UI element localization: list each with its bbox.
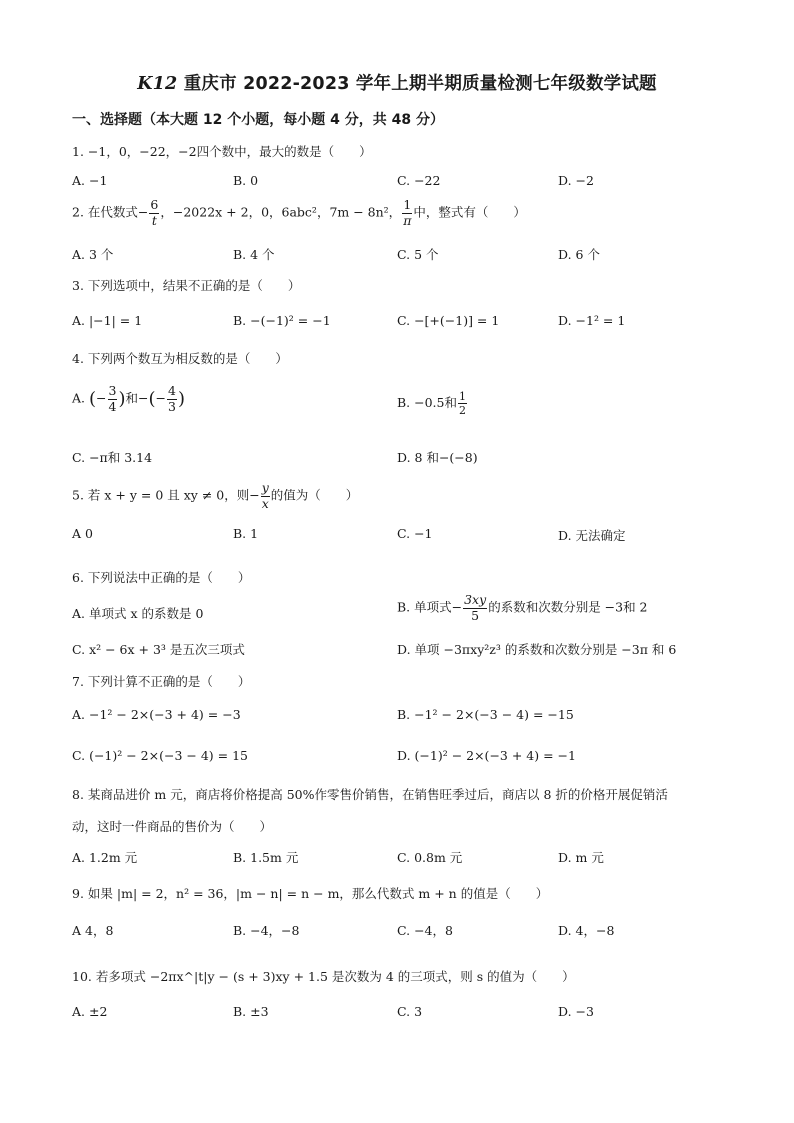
q9-options xyxy=(72,921,732,941)
q6-options-cd xyxy=(72,640,732,660)
q5-option-a: A 0 xyxy=(72,526,93,541)
q4-a-fraction-4-over-3 xyxy=(167,385,177,413)
q4-b-frac-num: 1 xyxy=(459,390,466,403)
q3-number: 3. xyxy=(72,278,84,293)
question-6 xyxy=(72,568,250,586)
q3-options xyxy=(72,313,732,333)
q4-a-paren2-close: ) xyxy=(177,388,185,410)
q5-number: 5. xyxy=(72,487,84,503)
q1-option-d: D. −2 xyxy=(558,173,594,188)
q9-option-a: A 4，8 xyxy=(72,923,114,938)
q7-number: 7. xyxy=(72,674,84,689)
q4-option-d: D. 8 和−(−8) xyxy=(397,450,478,465)
q8-option-c: C. 0.8m 元 xyxy=(397,850,463,865)
q2-stem-start: 在代数式− xyxy=(87,204,149,220)
question-1 xyxy=(72,142,372,160)
q6-option-c: C. x² − 6x + 3³ 是五次三项式 xyxy=(72,642,245,657)
q4-b-label: B. −0.5和 xyxy=(397,395,457,410)
q4-a-frac1-num: 3 xyxy=(108,383,117,398)
q4-a-paren-close: ) xyxy=(118,388,126,410)
q8-stem-line1: 某商品进价 m 元，商店将价格提高 50%作零售价销售，在销售旺季过后，商店以 8 折的价格开展促销活 xyxy=(87,787,668,802)
q6-number: 6. xyxy=(72,570,84,585)
q4-option-b xyxy=(397,391,468,416)
q4-b-frac-den: 2 xyxy=(459,404,466,417)
q5-option-c: C. −1 xyxy=(397,526,433,541)
q2-fraction-1-over-pi xyxy=(402,199,412,227)
page-title xyxy=(0,70,794,95)
q4-stem: 下列两个数互为相反数的是（ ） xyxy=(87,351,288,366)
q4-a-label: A. xyxy=(72,390,86,406)
q9-option-b: B. −4，−8 xyxy=(233,923,300,938)
q7-option-a: A. −1² − 2×(−3 + 4) = −3 xyxy=(72,707,241,722)
q2-stem-middle: ，−2022x + 2，0，6abc²，7m − 8n²， xyxy=(160,204,402,220)
q2-option-d: D. 6 个 xyxy=(558,247,600,262)
q10-option-c: C. 3 xyxy=(397,1004,423,1019)
q9-stem: 如果 |m| = 2，n² = 36，|m − n| = n − m，那么代数式 m + n 的值是（ ） xyxy=(87,886,549,901)
q3-option-c: C. −[+(−1)] = 1 xyxy=(397,313,500,328)
q6-b-frac-num: 3xy xyxy=(464,592,487,607)
q4-a-paren2-open: ( xyxy=(148,388,156,410)
q1-options xyxy=(72,173,732,193)
question-10 xyxy=(72,967,575,985)
q5-stem-end: 的值为（ ） xyxy=(270,487,359,503)
q6-options-ab xyxy=(72,594,732,634)
q8-options xyxy=(72,848,732,868)
q10-number: 10. xyxy=(72,969,92,984)
q2-option-b: B. 4 个 xyxy=(233,247,275,262)
q6-b-text: 的系数和次数分别是 −3和 2 xyxy=(488,599,648,615)
q4-option-a: A. (− $\frac{3}{4}$ )和−(− $\frac{4}{3}$ ) xyxy=(72,383,185,414)
q4-option-c: C. −π和 3.14 xyxy=(72,450,153,465)
q7-option-d: D. (−1)² − 2×(−3 + 4) = −1 xyxy=(397,748,576,763)
q2-frac1-den: t xyxy=(151,212,157,228)
q10-stem: 若多项式 −2πx^|t|y − (s + 3)xy + 1.5 是次数为 4 的三项式，则 s 的值为（ ） xyxy=(95,969,575,984)
q9-option-c: C. −4，8 xyxy=(397,923,453,938)
q3-stem: 下列选项中，结果不正确的是（ ） xyxy=(87,278,301,293)
q2-number: 2. xyxy=(72,204,84,220)
q7-stem: 下列计算不正确的是（ ） xyxy=(87,674,251,689)
q4-a-mid: 和− xyxy=(125,390,149,406)
q6-b-label: B. 单项式− xyxy=(397,599,463,615)
q4-options-ab xyxy=(72,383,732,427)
q9-number: 9. xyxy=(72,886,84,901)
q5-option-d: D. 无法确定 xyxy=(558,528,626,543)
q2-frac1-num: 6 xyxy=(150,197,159,212)
q3-option-b: B. −(−1)² = −1 xyxy=(233,313,331,328)
q2-stem-end: 中，整式有（ ） xyxy=(413,204,526,220)
q6-option-a: A. 单项式 x 的系数是 0 xyxy=(72,606,204,621)
q2-fraction-6-over-t xyxy=(149,199,159,227)
q1-option-a: A. −1 xyxy=(72,173,108,188)
q4-a-frac2-den: 3 xyxy=(168,398,176,414)
title-text: 重庆市 2022-2023 学年上期半期质量检测七年级数学试题 xyxy=(177,74,657,94)
q2-option-a: A. 3 个 xyxy=(72,247,114,262)
q6-option-b xyxy=(397,594,648,622)
title-k12: K12 xyxy=(137,74,178,94)
q10-option-b: B. ±3 xyxy=(233,1004,269,1019)
q4-options-cd xyxy=(72,448,732,468)
q4-a-frac2-num: 4 xyxy=(168,383,176,398)
q2-options xyxy=(72,245,732,265)
question-2 xyxy=(72,199,526,227)
question-5 xyxy=(72,482,358,510)
q7-options-ab xyxy=(72,707,732,727)
q2-frac2-den: π xyxy=(403,212,412,228)
q2-frac2-num: 1 xyxy=(403,197,412,212)
q1-option-c: C. −22 xyxy=(397,173,441,188)
q4-b-fraction-1-over-2 xyxy=(458,391,467,416)
q5-frac-den: x xyxy=(261,495,269,511)
q7-option-b: B. −1² − 2×(−3 − 4) = −15 xyxy=(397,707,574,722)
q4-a-frac1-den: 4 xyxy=(108,398,117,414)
question-7 xyxy=(72,672,250,690)
question-9 xyxy=(72,884,548,902)
q8-option-b: B. 1.5m 元 xyxy=(233,850,299,865)
q2-option-c: C. 5 个 xyxy=(397,247,439,262)
q10-option-a: A. ±2 xyxy=(72,1004,108,1019)
q4-a-fraction-3-over-4 xyxy=(108,385,118,413)
q5-option-b: B. 1 xyxy=(233,526,259,541)
q1-number: 1. xyxy=(72,144,84,159)
q7-option-c: C. (−1)² − 2×(−3 − 4) = 15 xyxy=(72,748,248,763)
q8-option-a: A. 1.2m 元 xyxy=(72,850,138,865)
q10-options xyxy=(72,1004,732,1024)
question-4 xyxy=(72,349,288,367)
q1-stem: −1，0，−22，−2四个数中，最大的数是（ ） xyxy=(87,144,372,159)
q5-frac-num: y xyxy=(261,480,269,495)
q3-option-a: A. |−1| = 1 xyxy=(72,313,143,328)
q9-option-d: D. 4，−8 xyxy=(558,923,615,938)
q8-number: 8. xyxy=(72,787,84,802)
q4-a-paren-open: ( xyxy=(89,388,97,410)
q6-stem: 下列说法中正确的是（ ） xyxy=(87,570,251,585)
q6-b-frac-den: 5 xyxy=(471,607,480,623)
q6-option-d: D. 单项 −3πxy²z³ 的系数和次数分别是 −3π 和 6 xyxy=(397,642,677,657)
q5-options xyxy=(72,526,732,546)
q6-b-fraction-3xy-over-5 xyxy=(463,594,487,622)
q8-stem-line2: 动，这时一件商品的售价为（ ） xyxy=(72,819,273,834)
q10-option-d: D. −3 xyxy=(558,1004,594,1019)
q8-option-d: D. m 元 xyxy=(558,850,604,865)
question-8-line-1 xyxy=(72,785,668,803)
q7-options-cd xyxy=(72,748,732,768)
section-heading: 一、选择题（本大题 12 个小题，每小题 4 分，共 48 分） xyxy=(72,112,444,128)
q5-fraction-y-over-x xyxy=(261,482,270,510)
question-3 xyxy=(72,276,300,294)
q5-stem-start: 若 x + y = 0 且 xy ≠ 0，则− xyxy=(87,487,260,503)
q1-option-b: B. 0 xyxy=(233,173,259,188)
q3-option-d: D. −1² = 1 xyxy=(558,313,626,328)
question-8-line-2 xyxy=(72,817,272,835)
q4-number: 4. xyxy=(72,351,84,366)
